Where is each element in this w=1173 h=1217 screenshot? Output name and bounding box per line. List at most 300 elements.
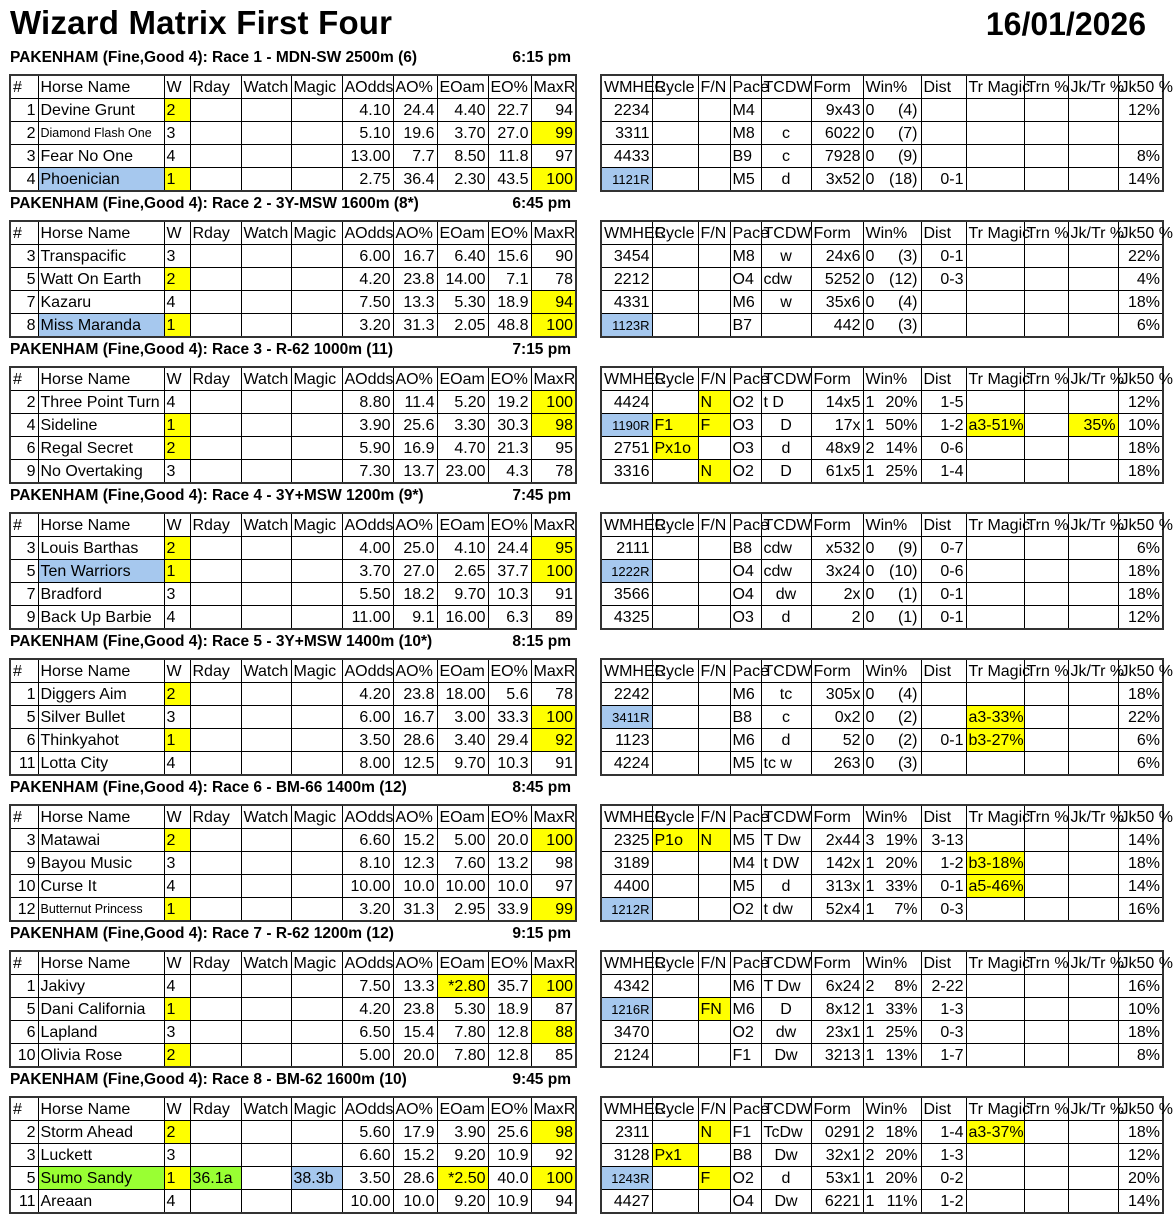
col-header-form: Form <box>811 367 863 391</box>
runner-odds-table <box>9 950 577 1068</box>
jk-tr-pct-value: 35% <box>1068 414 1118 437</box>
eo-pct-value: 10.9 <box>488 1190 531 1214</box>
win-pct-cell <box>863 683 921 706</box>
form-value: 6x24 <box>811 975 863 998</box>
trn-pct-value <box>1024 729 1068 752</box>
horse-name: Curse It <box>38 875 164 898</box>
cycle-value <box>652 291 698 314</box>
watch-value <box>241 291 291 314</box>
magic-value <box>291 875 342 898</box>
pace-value: O4 <box>730 583 761 606</box>
col-header-w: W <box>164 221 190 245</box>
table-row <box>10 414 576 437</box>
ao-pct-value: 15.2 <box>393 1144 437 1167</box>
form-value: 313x <box>811 875 863 898</box>
col-header-tcdw: TCDW <box>761 1097 811 1121</box>
table-row <box>10 99 576 122</box>
wmher-value: 1121R <box>601 168 652 192</box>
race-time: 6:45 pm <box>512 195 571 212</box>
wins-count: 1 <box>865 393 875 411</box>
magic-value <box>291 1190 342 1214</box>
col-header-dist: Dist <box>921 951 966 975</box>
runner-number: 3 <box>10 537 38 560</box>
table-row <box>601 145 1163 168</box>
rday-value <box>190 99 241 122</box>
col-header-jk50-pct: Jk50 % <box>1118 659 1163 683</box>
col-header-jk50-pct: Jk50 % <box>1118 75 1163 99</box>
col-header-aodds: AOdds <box>342 513 393 537</box>
tr-magic-value <box>966 268 1024 291</box>
win-pct: 20% <box>885 854 918 872</box>
col-header-aodds: AOdds <box>342 75 393 99</box>
col-header-fn: F/N <box>698 805 730 829</box>
col-header-jk-tr-pct: Jk/Tr % <box>1068 659 1118 683</box>
trn-pct-value <box>1024 414 1068 437</box>
col-header-rday: Rday <box>190 513 241 537</box>
runner-form-table <box>600 804 1173 922</box>
trn-pct-value <box>1024 1144 1068 1167</box>
col-header-wmher: WMHER <box>601 221 652 245</box>
jk50-pct-value: 14% <box>1118 829 1163 852</box>
runner-number: 5 <box>10 268 38 291</box>
magic-value <box>291 537 342 560</box>
w-rank: 2 <box>164 99 190 122</box>
w-rank: 4 <box>164 606 190 630</box>
win-pct: 13% <box>885 1046 918 1064</box>
horse-name: Lotta City <box>38 752 164 776</box>
jk-tr-pct-value <box>1068 1044 1118 1068</box>
horse-name: Sideline <box>38 414 164 437</box>
runner-number: 9 <box>10 852 38 875</box>
col-header-magic: Magic <box>291 513 342 537</box>
wmher-value: 4424 <box>601 391 652 414</box>
tr-magic-value: b3-27% <box>966 729 1024 752</box>
magic-value <box>291 145 342 168</box>
wmher-value: 4342 <box>601 975 652 998</box>
wmher-value: 4224 <box>601 752 652 776</box>
tcdw-value: d <box>761 437 811 460</box>
runner-form-table <box>600 366 1173 484</box>
w-rank: 1 <box>164 168 190 192</box>
tcdw-value: d <box>761 1167 811 1190</box>
watch-value <box>241 606 291 630</box>
maxr-value: 98 <box>531 1121 576 1144</box>
rday-value <box>190 752 241 776</box>
fn-value <box>698 1144 730 1167</box>
magic-value <box>291 752 342 776</box>
col-header-trn-pct: Trn % <box>1024 805 1068 829</box>
table-row <box>601 168 1163 192</box>
watch-value <box>241 729 291 752</box>
tcdw-value <box>761 314 811 338</box>
eoam-value: 9.20 <box>437 1190 488 1214</box>
pace-value: O2 <box>730 898 761 922</box>
win-pct-cell <box>863 168 921 192</box>
table-row <box>10 752 576 776</box>
table-row <box>601 291 1163 314</box>
maxr-value: 100 <box>531 1167 576 1190</box>
ao-pct-value: 10.0 <box>393 1190 437 1214</box>
table-header-row <box>601 75 1163 99</box>
jk50-pct-value: 22% <box>1118 706 1163 729</box>
col-header-w: W <box>164 513 190 537</box>
wmher-value: 3411R <box>601 706 652 729</box>
tr-magic-value <box>966 1144 1024 1167</box>
eo-pct-value: 25.6 <box>488 1121 531 1144</box>
aodds-value: 5.90 <box>342 437 393 460</box>
watch-value <box>241 1044 291 1068</box>
rday-value <box>190 875 241 898</box>
fn-value <box>698 683 730 706</box>
jk-tr-pct-value <box>1068 1144 1118 1167</box>
col-header-rday: Rday <box>190 951 241 975</box>
col-header-aodds: AOdds <box>342 805 393 829</box>
col-header-trn-pct: Trn % <box>1024 75 1068 99</box>
aodds-value: 4.00 <box>342 537 393 560</box>
dist-value: 1-3 <box>921 998 966 1021</box>
col-header-cycle: Cycle <box>652 659 698 683</box>
ao-pct-value: 18.2 <box>393 583 437 606</box>
tr-magic-value <box>966 314 1024 338</box>
table-row <box>601 414 1163 437</box>
runner-number: 2 <box>10 1121 38 1144</box>
tcdw-value: d <box>761 875 811 898</box>
dist-value: 0-3 <box>921 898 966 922</box>
eoam-value: 9.70 <box>437 583 488 606</box>
col-header-magic: Magic <box>291 659 342 683</box>
eoam-value: 7.80 <box>437 1021 488 1044</box>
col-header-ao-pct: AO% <box>393 221 437 245</box>
rday-value: 36.1a <box>190 1167 241 1190</box>
rday-value <box>190 1044 241 1068</box>
eoam-value: 2.65 <box>437 560 488 583</box>
eoam-value: 4.10 <box>437 537 488 560</box>
col-header-num: # <box>10 951 38 975</box>
fn-value <box>698 291 730 314</box>
col-header-dist: Dist <box>921 1097 966 1121</box>
tr-magic-value <box>966 1167 1024 1190</box>
watch-value <box>241 683 291 706</box>
fn-value <box>698 314 730 338</box>
wins-count: 1 <box>865 1000 875 1018</box>
win-pct-cell <box>863 268 921 291</box>
col-header-win-pct: Win% <box>863 75 921 99</box>
col-header-maxr: MaxR <box>531 513 576 537</box>
ao-pct-value: 11.4 <box>393 391 437 414</box>
table-header-row <box>601 221 1163 245</box>
win-pct: (4) <box>897 101 918 119</box>
pace-value: M5 <box>730 752 761 776</box>
tcdw-value: tc w <box>761 752 811 776</box>
tr-magic-value <box>966 752 1024 776</box>
cycle-value <box>652 122 698 145</box>
wmher-value: 4331 <box>601 291 652 314</box>
col-header-rday: Rday <box>190 659 241 683</box>
rday-value <box>190 975 241 998</box>
col-header-watch: Watch <box>241 221 291 245</box>
tcdw-value: D <box>761 460 811 484</box>
eo-pct-value: 27.0 <box>488 122 531 145</box>
win-pct: 14% <box>885 439 918 457</box>
col-header-w: W <box>164 659 190 683</box>
form-value: 3x52 <box>811 168 863 192</box>
table-row <box>10 1021 576 1044</box>
dist-value <box>921 683 966 706</box>
maxr-value: 95 <box>531 537 576 560</box>
col-header-dist: Dist <box>921 221 966 245</box>
horse-name: Matawai <box>38 829 164 852</box>
win-pct-cell <box>863 729 921 752</box>
table-row <box>10 975 576 998</box>
win-pct-cell <box>863 437 921 460</box>
jk50-pct-value: 6% <box>1118 752 1163 776</box>
win-pct-cell <box>863 1190 921 1214</box>
magic-value <box>291 683 342 706</box>
tcdw-value: cdw <box>761 268 811 291</box>
col-header-num: # <box>10 1097 38 1121</box>
ao-pct-value: 23.8 <box>393 998 437 1021</box>
eoam-value: 5.30 <box>437 291 488 314</box>
watch-value <box>241 1190 291 1214</box>
runner-number: 6 <box>10 1021 38 1044</box>
win-pct: (9) <box>897 147 918 165</box>
form-value: 2x <box>811 583 863 606</box>
wmher-value: 3128 <box>601 1144 652 1167</box>
ao-pct-value: 31.3 <box>393 898 437 922</box>
cycle-value <box>652 99 698 122</box>
table-header-row <box>601 951 1163 975</box>
col-header-maxr: MaxR <box>531 75 576 99</box>
tr-magic-value: a5-46% <box>966 875 1024 898</box>
rday-value <box>190 245 241 268</box>
race-block-8 <box>0 1069 1172 1215</box>
col-header-pace: Pace <box>730 1097 761 1121</box>
win-pct: 18% <box>885 1123 918 1141</box>
jk50-pct-value: 18% <box>1118 683 1163 706</box>
eo-pct-value: 10.9 <box>488 1144 531 1167</box>
table-row <box>601 99 1163 122</box>
col-header-pace: Pace <box>730 75 761 99</box>
aodds-value: 11.00 <box>342 606 393 630</box>
trn-pct-value <box>1024 122 1068 145</box>
col-header-tcdw: TCDW <box>761 659 811 683</box>
col-header-num: # <box>10 75 38 99</box>
eo-pct-value: 33.9 <box>488 898 531 922</box>
ao-pct-value: 19.6 <box>393 122 437 145</box>
rday-value <box>190 1021 241 1044</box>
jk50-pct-value: 12% <box>1118 606 1163 630</box>
watch-value <box>241 537 291 560</box>
form-value: 7928 <box>811 145 863 168</box>
fn-value <box>698 145 730 168</box>
pace-value: F1 <box>730 1121 761 1144</box>
fn-value <box>698 99 730 122</box>
jk50-pct-value: 18% <box>1118 291 1163 314</box>
table-row <box>10 168 576 192</box>
eoam-value: 4.40 <box>437 99 488 122</box>
win-pct-cell <box>863 291 921 314</box>
trn-pct-value <box>1024 706 1068 729</box>
tcdw-value: cdw <box>761 537 811 560</box>
fn-value <box>698 437 730 460</box>
col-header-aodds: AOdds <box>342 367 393 391</box>
pace-value: O3 <box>730 606 761 630</box>
win-pct-cell <box>863 998 921 1021</box>
col-header-watch: Watch <box>241 951 291 975</box>
table-row <box>601 537 1163 560</box>
trn-pct-value <box>1024 314 1068 338</box>
col-header-tcdw: TCDW <box>761 221 811 245</box>
col-header-horse-name: Horse Name <box>38 221 164 245</box>
horse-name: Areaan <box>38 1190 164 1214</box>
col-header-trn-pct: Trn % <box>1024 513 1068 537</box>
fn-value <box>698 168 730 192</box>
table-row <box>601 729 1163 752</box>
aodds-value: 13.00 <box>342 145 393 168</box>
runner-number: 11 <box>10 752 38 776</box>
table-row <box>10 537 576 560</box>
aodds-value: 6.60 <box>342 1144 393 1167</box>
runner-odds-table <box>9 220 577 338</box>
col-header-horse-name: Horse Name <box>38 951 164 975</box>
runner-number: 3 <box>10 1144 38 1167</box>
rday-value <box>190 460 241 484</box>
eoam-value: 5.00 <box>437 829 488 852</box>
eo-pct-value: 24.4 <box>488 537 531 560</box>
race-title <box>10 487 575 505</box>
win-pct: (4) <box>897 685 918 703</box>
jk50-pct-value: 6% <box>1118 537 1163 560</box>
win-pct-cell <box>863 1144 921 1167</box>
fn-value: N <box>698 829 730 852</box>
maxr-value: 100 <box>531 314 576 338</box>
eo-pct-value: 37.7 <box>488 560 531 583</box>
watch-value <box>241 145 291 168</box>
jk50-pct-value: 18% <box>1118 1121 1163 1144</box>
col-header-fn: F/N <box>698 951 730 975</box>
pace-value: B8 <box>730 537 761 560</box>
table-row <box>10 122 576 145</box>
wins-count: 0 <box>865 585 875 603</box>
aodds-value: 10.00 <box>342 875 393 898</box>
table-row <box>601 583 1163 606</box>
tr-magic-value <box>966 437 1024 460</box>
trn-pct-value <box>1024 1190 1068 1214</box>
table-row <box>601 1190 1163 1214</box>
col-header-magic: Magic <box>291 1097 342 1121</box>
col-header-dist: Dist <box>921 75 966 99</box>
maxr-value: 92 <box>531 729 576 752</box>
jk-tr-pct-value <box>1068 460 1118 484</box>
table-header-row <box>10 659 576 683</box>
aodds-value: 2.75 <box>342 168 393 192</box>
col-header-eoam: EOam <box>437 1097 488 1121</box>
wins-count: 0 <box>865 147 875 165</box>
watch-value <box>241 898 291 922</box>
col-header-jk-tr-pct: Jk/Tr % <box>1068 951 1118 975</box>
fn-value <box>698 752 730 776</box>
table-header-row <box>601 367 1163 391</box>
tr-magic-value <box>966 683 1024 706</box>
runner-odds-table <box>9 804 577 922</box>
tcdw-value: D <box>761 998 811 1021</box>
race-block-5 <box>0 631 1172 777</box>
wins-count: 2 <box>865 977 875 995</box>
race-title <box>10 195 575 213</box>
col-header-watch: Watch <box>241 75 291 99</box>
dist-value: 0-1 <box>921 875 966 898</box>
runner-number: 8 <box>10 314 38 338</box>
dist-value <box>921 291 966 314</box>
wmher-value: 2234 <box>601 99 652 122</box>
fn-value <box>698 1044 730 1068</box>
aodds-value: 4.20 <box>342 998 393 1021</box>
ao-pct-value: 13.3 <box>393 975 437 998</box>
race-title <box>10 1071 575 1089</box>
pace-value: M4 <box>730 99 761 122</box>
ao-pct-value: 24.4 <box>393 99 437 122</box>
magic-value <box>291 437 342 460</box>
rday-value <box>190 1121 241 1144</box>
eo-pct-value: 22.7 <box>488 99 531 122</box>
horse-name: Thinkyahot <box>38 729 164 752</box>
runner-form-table <box>600 1096 1173 1214</box>
fn-value <box>698 537 730 560</box>
wins-count: 0 <box>865 608 875 626</box>
cycle-value <box>652 583 698 606</box>
trn-pct-value <box>1024 829 1068 852</box>
form-value: 52x4 <box>811 898 863 922</box>
jk50-pct-value: 8% <box>1118 145 1163 168</box>
horse-name: Butternut Princess <box>38 898 164 922</box>
magic-value <box>291 1121 342 1144</box>
watch-value <box>241 268 291 291</box>
dist-value <box>921 314 966 338</box>
table-row <box>10 1121 576 1144</box>
form-value: 6221 <box>811 1190 863 1214</box>
win-pct: (1) <box>897 608 918 626</box>
wmher-value: 3470 <box>601 1021 652 1044</box>
dist-value: 1-5 <box>921 391 966 414</box>
w-rank: 2 <box>164 437 190 460</box>
trn-pct-value <box>1024 1044 1068 1068</box>
wins-count: 3 <box>865 831 875 849</box>
table-row <box>601 1044 1163 1068</box>
form-value: 35x6 <box>811 291 863 314</box>
race-time: 8:15 pm <box>512 633 571 650</box>
dist-value: 2-22 <box>921 975 966 998</box>
pace-value: O3 <box>730 437 761 460</box>
tcdw-value: c <box>761 145 811 168</box>
runner-number: 9 <box>10 606 38 630</box>
dist-value <box>921 752 966 776</box>
wins-count: 1 <box>865 854 875 872</box>
col-header-eo-pct: EO% <box>488 1097 531 1121</box>
pace-value: O2 <box>730 391 761 414</box>
col-header-wmher: WMHER <box>601 513 652 537</box>
eo-pct-value: 21.3 <box>488 437 531 460</box>
cycle-value <box>652 1044 698 1068</box>
ao-pct-value: 27.0 <box>393 560 437 583</box>
col-header-eoam: EOam <box>437 221 488 245</box>
col-header-w: W <box>164 805 190 829</box>
col-header-maxr: MaxR <box>531 805 576 829</box>
rday-value <box>190 606 241 630</box>
tcdw-value: D <box>761 414 811 437</box>
jk-tr-pct-value <box>1068 998 1118 1021</box>
win-pct: 50% <box>885 416 918 434</box>
col-header-wmher: WMHER <box>601 367 652 391</box>
